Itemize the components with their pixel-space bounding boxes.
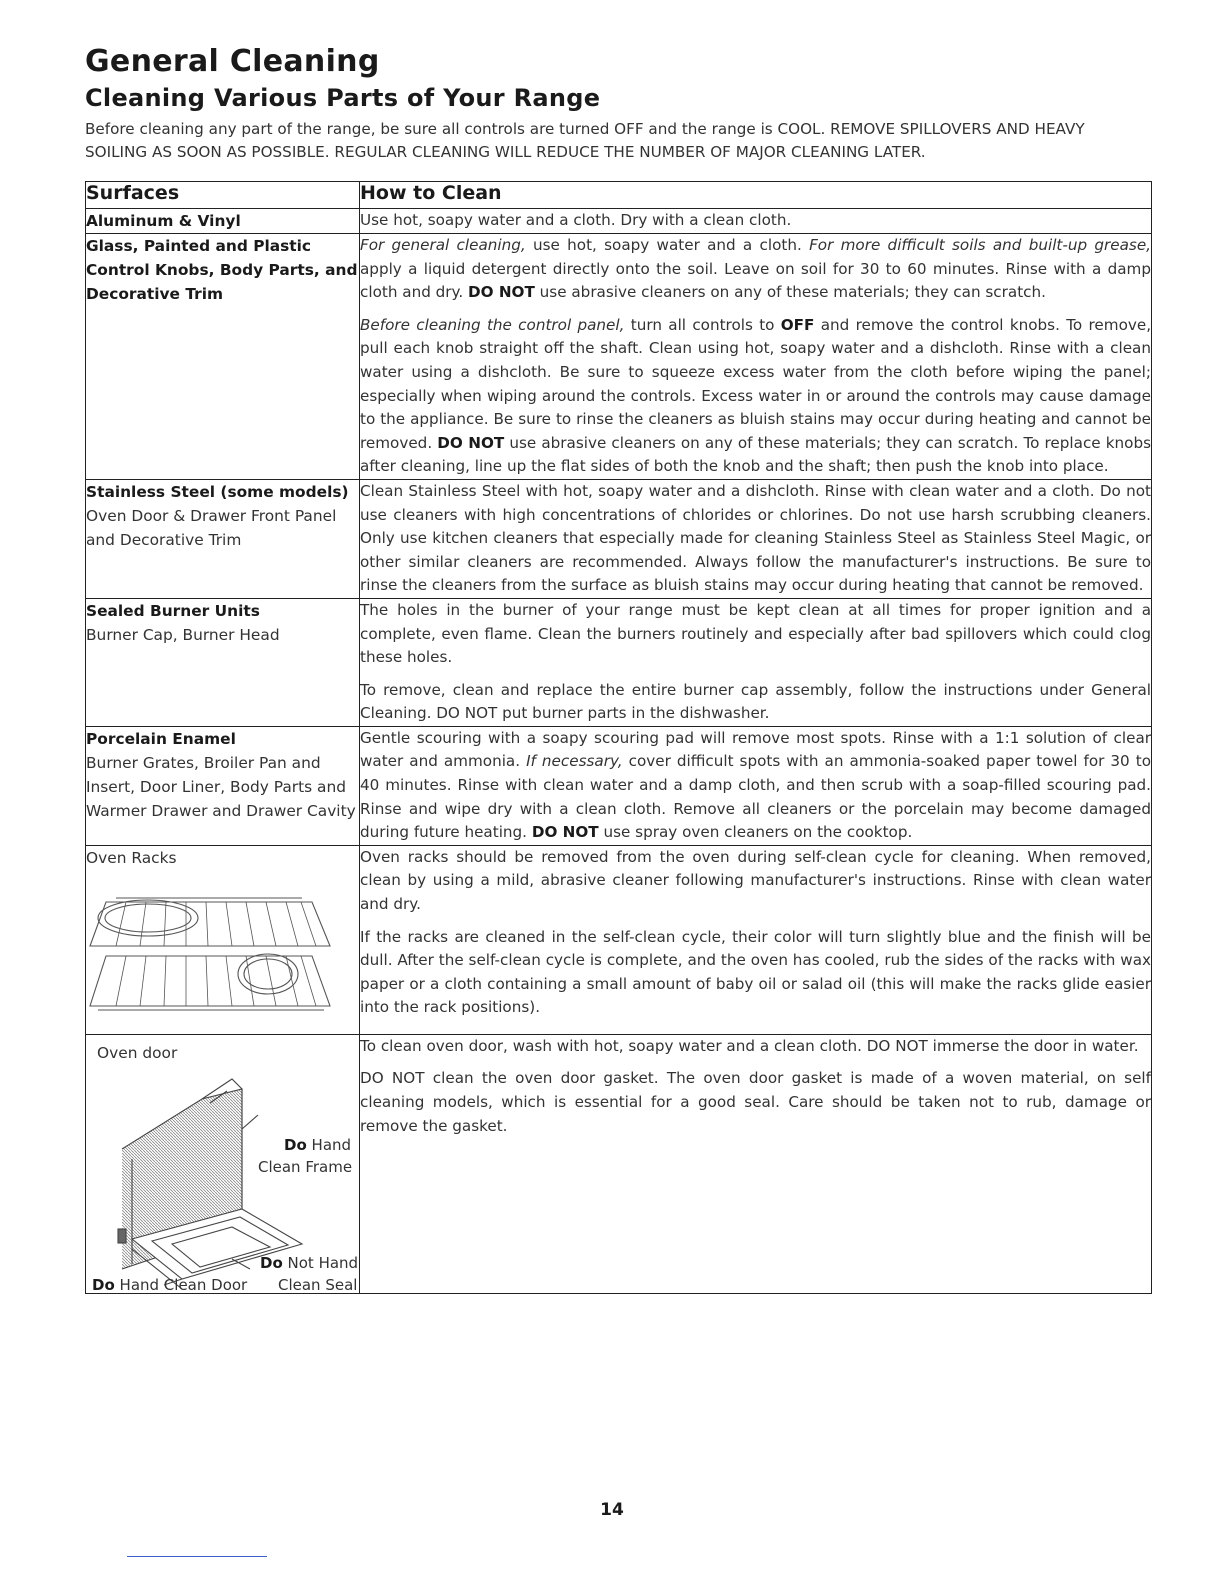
surface-cell <box>86 209 360 234</box>
label-do: Do <box>92 1275 115 1294</box>
label-hand-clean-frame-1 <box>284 1133 351 1157</box>
table-row <box>86 209 1152 234</box>
how-paragraph <box>360 234 1151 305</box>
body-text: and remove the control knobs. To remove, pull each knob straight off the shaft. Clean using hot, soapy water and a dishcloth. Rinse with a clean water using a dishcloth. Be sure to squeeze excess water from the cloth before wiping the panel; especially when wiping around the controls. Excess water in or around the controls may cause damage to the appliance. Be sure to rinse the cleaners as bluish stains may occur during heating and cannot be removed. <box>360 315 1152 452</box>
how-cell <box>360 845 1152 1034</box>
warning-keyword: DO NOT <box>531 823 599 842</box>
surface-cell <box>86 234 360 480</box>
label-text: Hand Clean Door <box>114 1275 248 1294</box>
label-do: Do <box>284 1135 307 1154</box>
body-text: apply a liquid detergent directly onto the soil. Leave on soil for 30 to 60 minutes. Rinse with a damp cloth and dry. <box>360 259 1151 302</box>
page-title: General Cleaning <box>85 44 380 79</box>
cleaning-table <box>85 181 1152 1294</box>
page-number: 14 <box>600 1500 624 1520</box>
label-text: Clean Frame <box>258 1157 353 1176</box>
table-row <box>86 598 1152 726</box>
how-paragraph: To clean oven door, wash with hot, soapy water and a clean cloth. DO NOT immerse the door in water. <box>360 1036 1139 1055</box>
label-text: Clean Seal <box>278 1275 358 1294</box>
table-row <box>86 845 1152 1034</box>
surface-name: Stainless Steel (some models) <box>86 482 349 501</box>
surface-detail: Burner Grates, Broiler Pan and Insert, Door Liner, Body Parts and Warmer Drawer and Drawer Cavity <box>86 753 356 820</box>
body-text: use spray oven cleaners on the cooktop. <box>598 823 913 842</box>
body-text: use abrasive cleaners on any of these materials; they can scratch. To replace knobs after cleaning, line up the flat sides of both the knob and the shaft; then push the knob into place. <box>360 433 1151 476</box>
label-hand-clean-door <box>92 1273 247 1297</box>
oven-door-illustration <box>92 1069 359 1294</box>
warning-keyword: DO NOT <box>468 283 535 302</box>
table-row <box>86 234 1152 480</box>
how-paragraph: To remove, clean and replace the entire burner cap assembly, follow the instructions under General Cleaning. DO NOT put burner parts in the dishwasher. <box>360 680 1151 723</box>
surface-cell <box>86 598 360 726</box>
surface-cell <box>86 845 360 1034</box>
section-subtitle: Cleaning Various Parts of Your Range <box>85 84 601 112</box>
body-text: use hot, soapy water and a cloth. <box>525 236 810 254</box>
how-paragraph: If the racks are cleaned in the self-clean cycle, their color will turn slightly blue and the finish will be dull. After the self-clean cycle is complete, and the oven has cooled, rub the sides of the racks with wax paper or a cloth containing a small amount of baby oil or salad oil (this will make the racks glide easier into the rack positions). <box>360 927 1151 1017</box>
how-paragraph: Use hot, soapy water and a cloth. Dry with a clean cloth. <box>360 211 792 229</box>
surface-cell <box>86 479 360 598</box>
label-not-hand-clean-seal-2 <box>278 1273 357 1297</box>
surface-cell <box>86 1034 360 1293</box>
body-text: Gentle scouring with a soapy scouring pad will remove most spots. Rinse with a 1:1 solution of clear water and ammonia. <box>360 728 1151 771</box>
surface-detail: Oven Racks <box>86 848 177 867</box>
label-hand-clean-frame-2 <box>258 1155 352 1179</box>
header-how-text: How to Clean <box>360 182 502 204</box>
how-paragraph: Oven racks should be removed from the oven during self-clean cycle for cleaning. When removed, clean by using a mild, abrasive cleaner following manufacturer's instructions. Rinse with clean water and dry. <box>360 847 1151 914</box>
surface-name: Aluminum & Vinyl <box>86 212 241 230</box>
surface-name: Porcelain Enamel <box>86 729 236 748</box>
label-not-hand-clean-seal-1 <box>260 1251 358 1275</box>
label-do: Do <box>260 1253 283 1272</box>
body-text: cover difficult spots with an ammonia-soaked paper towel for 30 to 40 minutes. Rinse with clean water and a damp cloth, and then scrub with a soap-filled scouring pad. Rinse and wipe dry with a clean cloth. Remove all cleaners or the porcelain may become damaged during future heating. <box>360 752 1151 842</box>
how-cell <box>360 479 1152 598</box>
body-text: use abrasive cleaners on any of these materials; they can scratch. <box>534 283 1046 302</box>
how-cell <box>360 598 1152 726</box>
table-row <box>86 479 1152 598</box>
body-text: turn all controls to <box>624 315 781 334</box>
how-cell <box>360 209 1152 234</box>
surface-name: Sealed Burner Units <box>86 601 260 620</box>
table-row <box>86 1034 1152 1293</box>
surface-detail: Oven Door & Drawer Front Panel and Decorative Trim <box>86 506 337 549</box>
footer-rule <box>127 1556 267 1557</box>
how-paragraph: Clean Stainless Steel with hot, soapy water and a dishcloth. Rinse with clean water and a cloth. Do not use cleaners with high concentrations of chlorides or chlorines. Do not use harsh scrubbing cleaners. Only use kitchen cleaners that especially made for cleaning Stainless Steel as Stainless Steel Magic, or other similar cleaners are recommended. Always follow the manufacturer's instructions. Be sure to rinse the cleaners from the surface as bluish stains may occur during heating that cannot be removed. <box>360 481 1151 595</box>
how-cell <box>360 234 1152 480</box>
italic-text: If necessary, <box>526 752 623 771</box>
how-cell <box>360 1034 1152 1293</box>
oven-racks-illustration <box>86 874 359 1024</box>
warning-keyword: DO NOT <box>437 433 505 452</box>
how-paragraph: The holes in the burner of your range must be kept clean at all times for proper ignition and a complete, even flame. Clean the burners routinely and especially after bad spillovers which could clog these holes. <box>360 600 1151 667</box>
italic-text: Before cleaning the control panel, <box>360 315 625 334</box>
warning-keyword: OFF <box>780 315 815 334</box>
how-paragraph: DO NOT clean the oven door gasket. The oven door gasket is made of a woven material, on self cleaning models, which is essential for a good seal. Care should be taken not to rub, damage or remove the gasket. <box>360 1069 1151 1135</box>
header-surfaces-text: Surfaces <box>86 182 180 204</box>
how-cell <box>360 726 1152 845</box>
italic-text: For more difficult soils and built-up grease, <box>809 236 1152 254</box>
italic-text: For general cleaning, <box>360 236 526 254</box>
how-paragraph <box>360 314 1151 479</box>
intro-paragraph: Before cleaning any part of the range, be sure all controls are turned OFF and the range is COOL. REMOVE SPILLOVERS AND HEAVY SOILING AS SOON AS POSSIBLE. REGULAR CLEANING WILL REDUCE THE NUMBER OF MAJOR CLEANING LATER. <box>85 120 1085 161</box>
header-how-to-clean <box>360 182 1152 209</box>
table-header-row <box>86 182 1152 209</box>
how-paragraph <box>360 727 1151 845</box>
table-row <box>86 726 1152 845</box>
surface-name: Glass, Painted and Plastic Control Knobs, Body Parts, and Decorative Trim <box>86 237 358 303</box>
label-text: Not Hand <box>282 1253 359 1272</box>
label-text: Hand <box>306 1135 352 1154</box>
surface-detail: Oven door <box>97 1043 178 1062</box>
surface-detail: Burner Cap, Burner Head <box>86 625 280 644</box>
oven-racks-drawing <box>86 874 336 1024</box>
surface-cell <box>86 726 360 845</box>
header-surfaces <box>86 182 360 209</box>
